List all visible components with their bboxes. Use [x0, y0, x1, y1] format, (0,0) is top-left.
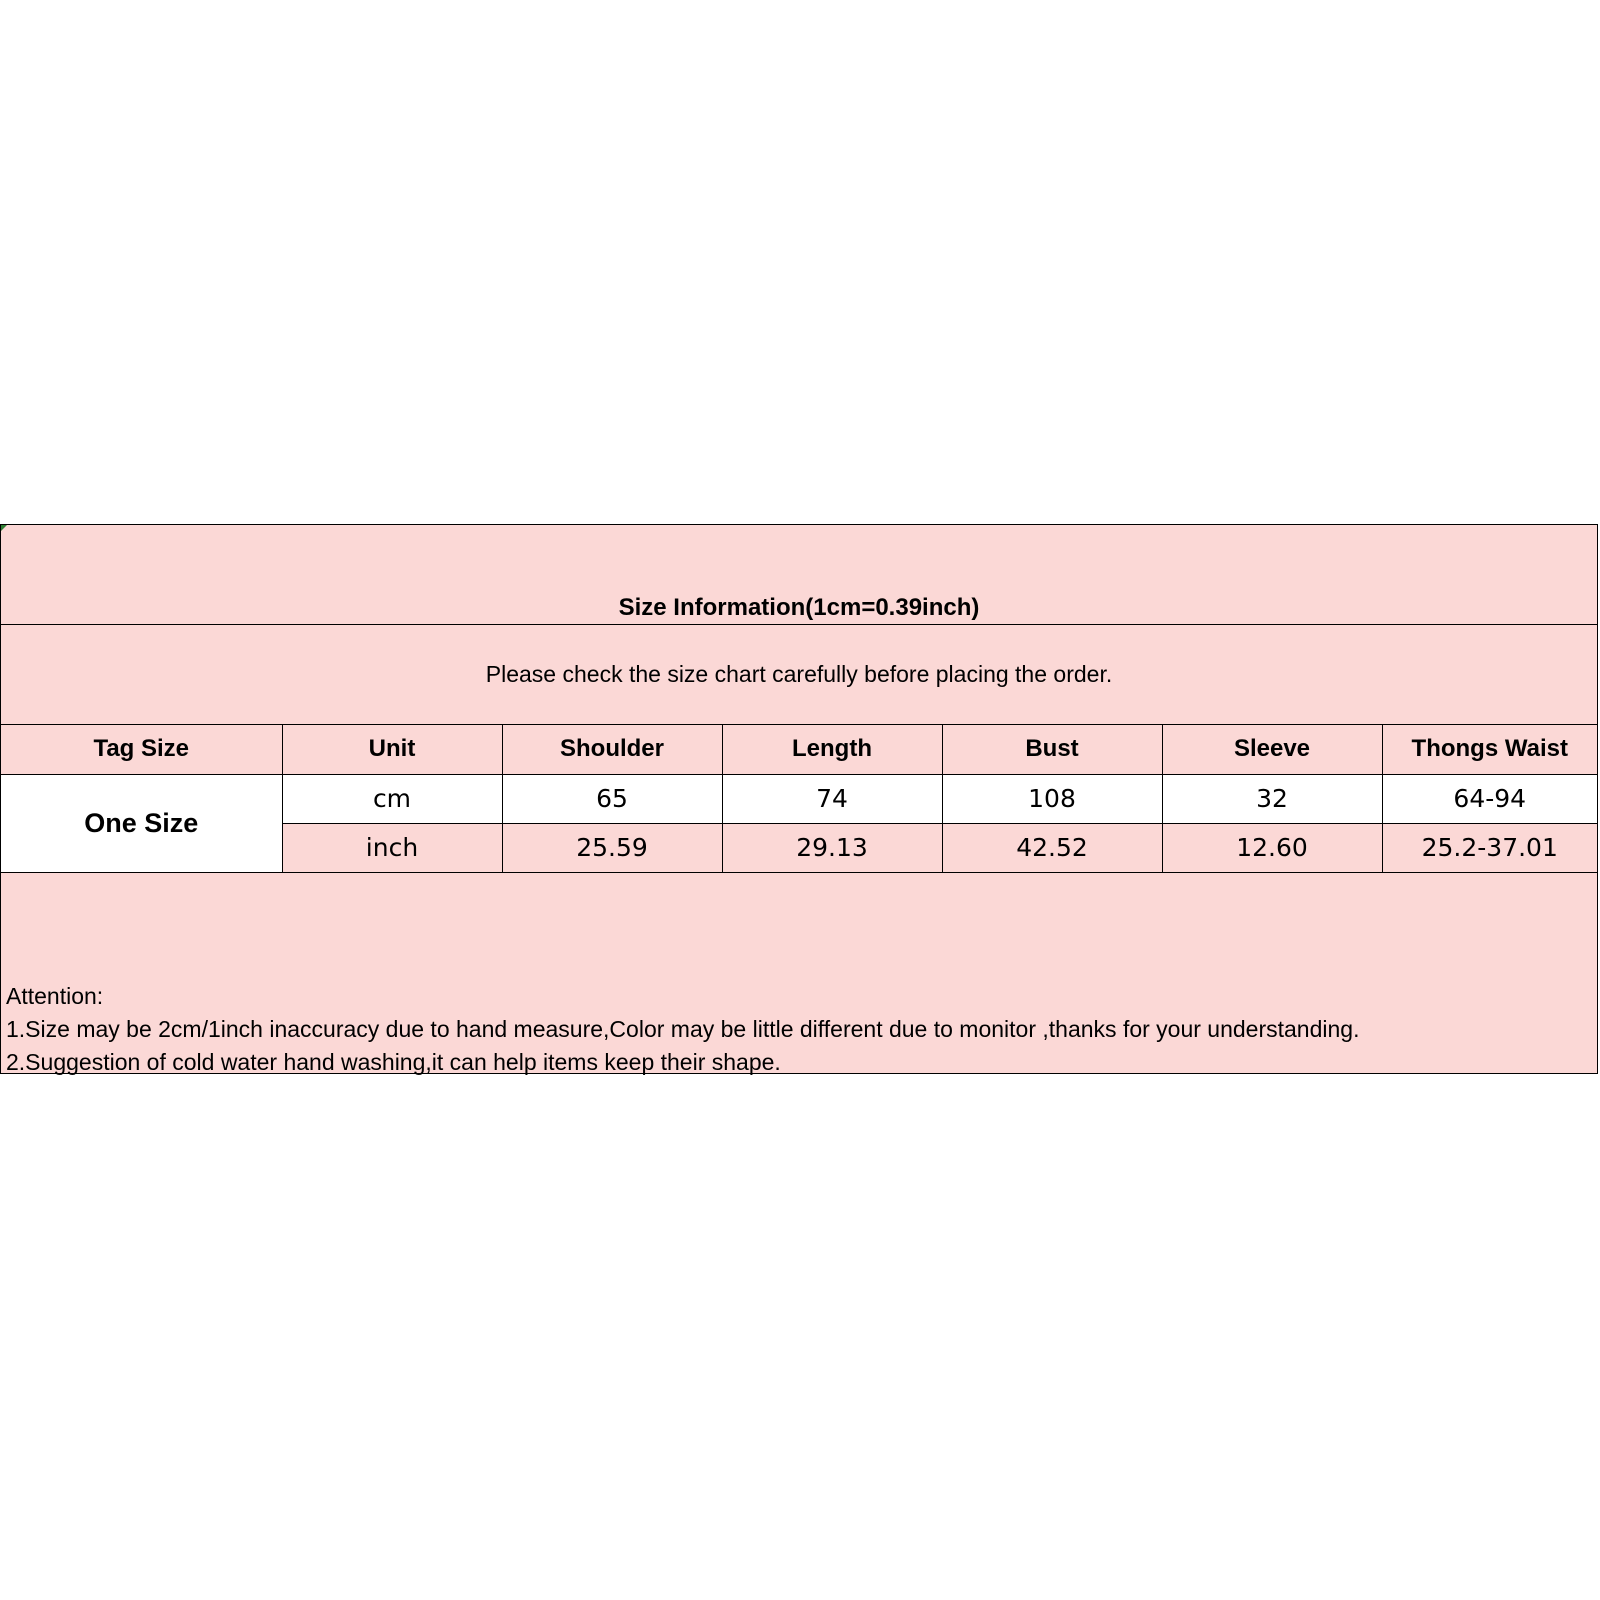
header-row: [1, 725, 1597, 774]
attention-heading: Attention:: [6, 983, 104, 1009]
size-table: [1, 725, 1597, 873]
attention-notes: [6, 980, 1359, 1079]
shoulder-cell: 25.59: [502, 823, 722, 872]
chart-title: Size Information(1cm=0.39inch): [618, 594, 980, 621]
bust-cell: 108: [942, 774, 1162, 823]
chart-subtitle: Please check the size chart carefully before placing the order.: [485, 661, 1113, 687]
length-cell: 74: [722, 774, 942, 823]
sleeve-cell: 12.60: [1162, 823, 1382, 872]
title-row: [1, 525, 1597, 625]
header-unit: Unit: [282, 725, 502, 774]
shoulder-cell: 65: [502, 774, 722, 823]
sleeve-cell: 32: [1162, 774, 1382, 823]
unit-cell: inch: [282, 823, 502, 872]
header-thongs-waist: Thongs Waist: [1382, 725, 1597, 774]
header-bust: Bust: [942, 725, 1162, 774]
subtitle-row: [1, 625, 1597, 725]
header-tag-size: Tag Size: [1, 725, 282, 774]
header-shoulder: Shoulder: [502, 725, 722, 774]
length-cell: 29.13: [722, 823, 942, 872]
attention-line: 1.Size may be 2cm/1inch inaccuracy due to hand measure,Color may be little different due to monitor ,thanks for your understanding.: [6, 1016, 1360, 1042]
table-row: [1, 774, 1597, 823]
tag-size-cell: One Size: [1, 774, 282, 872]
attention-line: 2.Suggestion of cold water hand washing,it can help items keep their shape.: [6, 1049, 781, 1075]
size-chart: [0, 524, 1598, 1074]
header-length: Length: [722, 725, 942, 774]
thongs-waist-cell: 25.2-37.01: [1382, 823, 1597, 872]
unit-cell: cm: [282, 774, 502, 823]
bust-cell: 42.52: [942, 823, 1162, 872]
header-sleeve: Sleeve: [1162, 725, 1382, 774]
thongs-waist-cell: 64-94: [1382, 774, 1597, 823]
